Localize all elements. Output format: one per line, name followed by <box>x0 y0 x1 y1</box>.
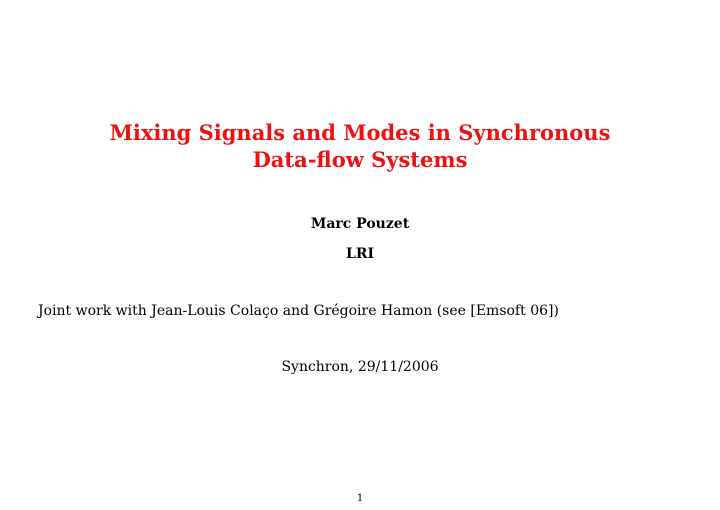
author-name: Marc Pouzet <box>310 216 410 232</box>
page-number: 1 <box>356 493 364 504</box>
collaboration-note: Joint work with Jean-Louis Colaço and Grégoire Hamon (see [Emsoft 06]) <box>38 303 559 319</box>
venue-date: Synchron, 29/11/2006 <box>281 359 439 375</box>
slide-title-line-1: Mixing Signals and Modes in Synchronous <box>109 120 611 145</box>
slide-title-line-2: Data-flow Systems <box>252 147 468 172</box>
author-affiliation: LRI <box>345 246 375 262</box>
